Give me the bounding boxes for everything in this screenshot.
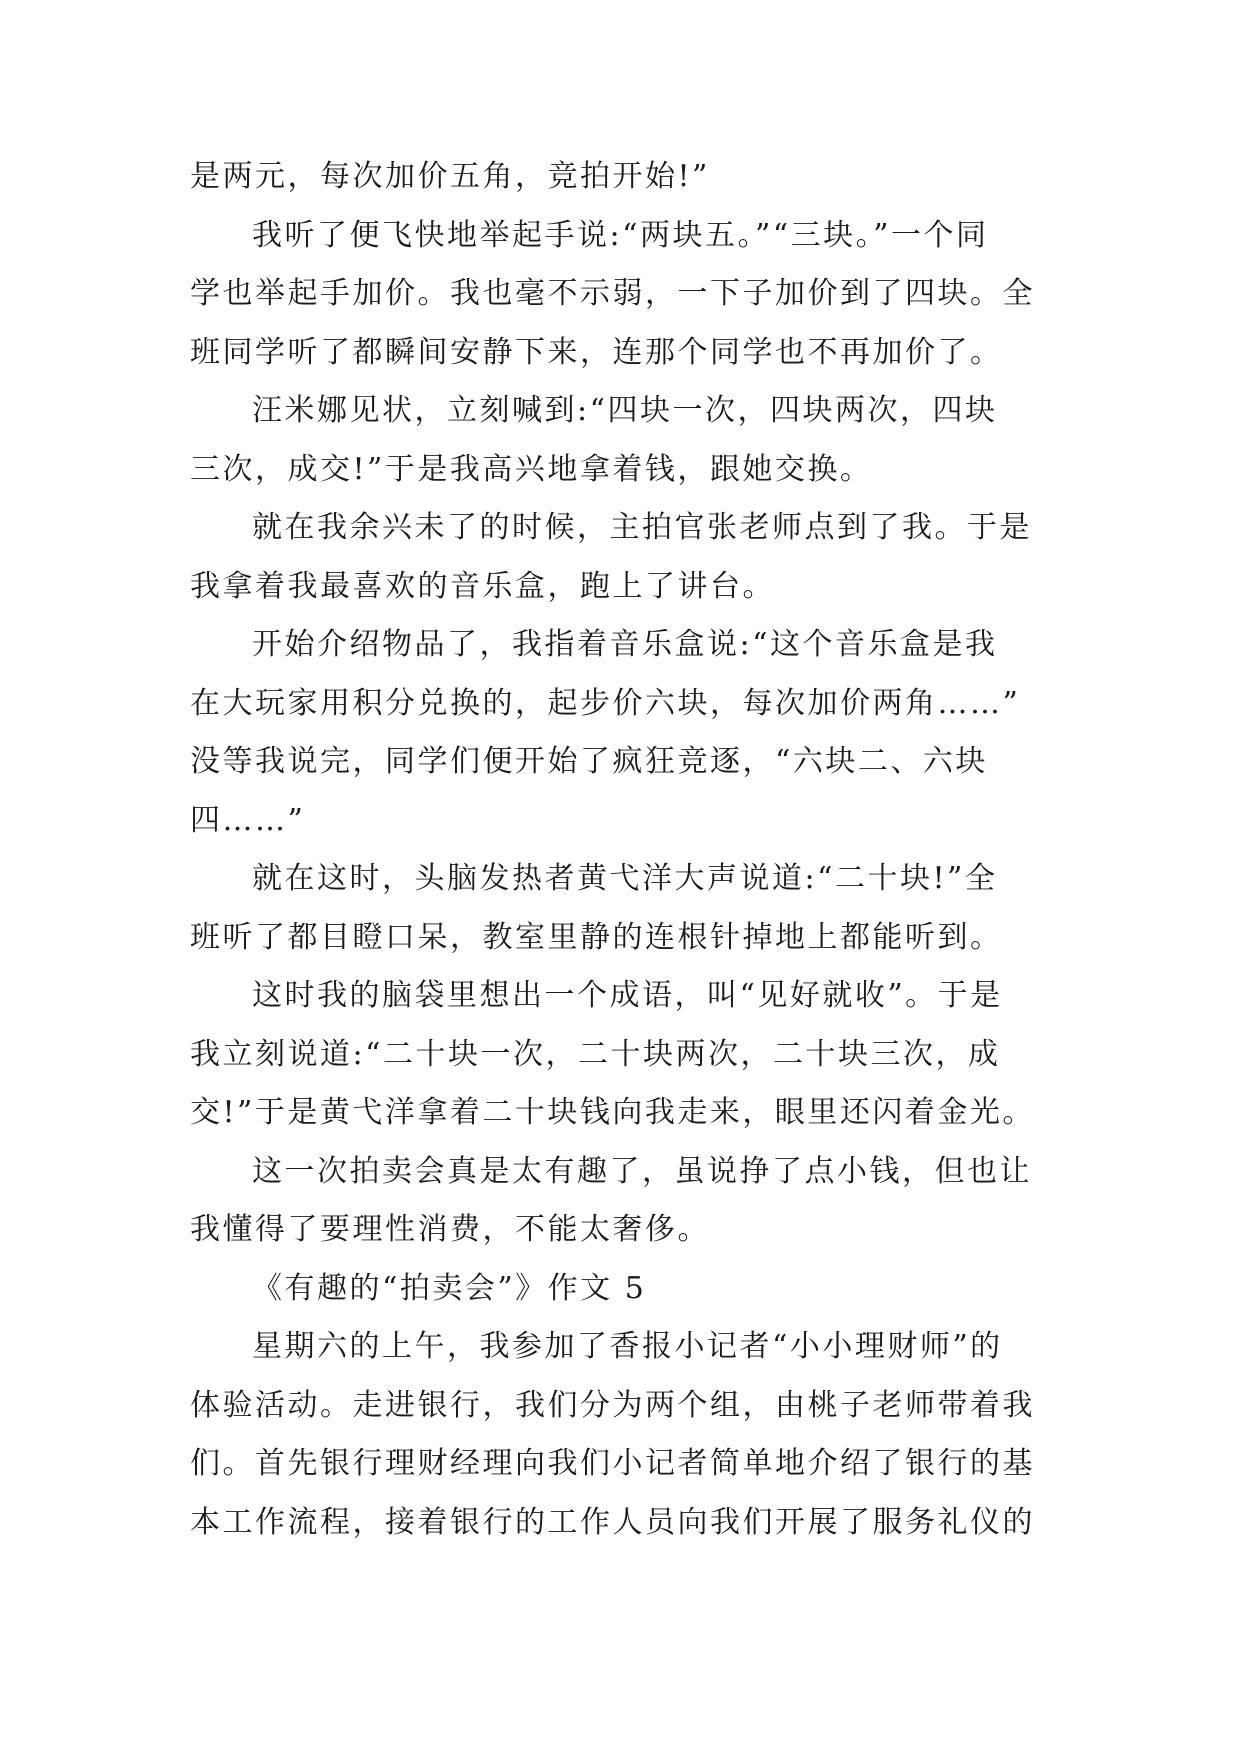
text-line: 星期六的上午，我参加了香报小记者“小小理财师”的 bbox=[252, 1329, 1003, 1364]
text-line: 就在这时，头脑发热者黄弋洋大声说道:“二十块!”全 bbox=[252, 861, 998, 896]
text-line: 班听了都目瞪口呆，教室里静的连根针掉地上都能听到。 bbox=[190, 919, 1003, 955]
text-line: 四……” bbox=[190, 802, 306, 838]
text-line: 就在我余兴未了的时候，主拍官张老师点到了我。于是 bbox=[252, 510, 1032, 545]
text-line: 开始介绍物品了，我指着音乐盒说:“这个音乐盒是我 bbox=[252, 627, 998, 662]
text-line: 们。首先银行理财经理向我们小记者简单地介绍了银行的基 bbox=[190, 1446, 1035, 1481]
document-body bbox=[190, 148, 1070, 1552]
text-line: 没等我说完，同学们便开始了疯狂竞逐，“六块二、六块 bbox=[190, 744, 988, 779]
text-line: 我听了便飞快地举起手说:“两块五。”“三块。”一个同 bbox=[252, 217, 989, 253]
text-line: 《有趣的“拍卖会”》作文 5 bbox=[252, 1270, 647, 1306]
text-line: 本工作流程，接着银行的工作人员向我们开展了服务礼仪的 bbox=[190, 1504, 1035, 1540]
text-line: 汪米娜见状，立刻喊到:“四块一次，四块两次，四块 bbox=[252, 393, 998, 428]
text-line: 三次，成交!”于是我高兴地拿着钱，跟她交换。 bbox=[190, 451, 873, 487]
text-line: 这时我的脑袋里想出一个成语，叫“见好就收”。于是 bbox=[252, 978, 1003, 1013]
text-line: 交!”于是黄弋洋拿着二十块钱向我走来，眼里还闪着金光。 bbox=[190, 1095, 1035, 1130]
text-line: 我懂得了要理性消费，不能太奢侈。 bbox=[190, 1212, 710, 1247]
text-line: 这一次拍卖会真是太有趣了，虽说挣了点小钱，但也让 bbox=[252, 1153, 1032, 1189]
text-line: 在大玩家用积分兑换的，起步价六块，每次加价两角……” bbox=[190, 685, 1021, 721]
text-line: 是两元，每次加价五角，竞拍开始!” bbox=[190, 159, 710, 194]
text-line: 体验活动。走进银行，我们分为两个组，由桃子老师带着我 bbox=[190, 1387, 1035, 1423]
text-line: 我拿着我最喜欢的音乐盒，跑上了讲台。 bbox=[190, 568, 775, 604]
text-line: 班同学听了都瞬间安静下来，连那个同学也不再加价了。 bbox=[190, 334, 1003, 370]
text-line: 学也举起手加价。我也毫不示弱，一下子加价到了四块。全 bbox=[190, 276, 1035, 311]
text-line: 我立刻说道:“二十块一次，二十块两次，二十块三次，成 bbox=[190, 1036, 1001, 1072]
